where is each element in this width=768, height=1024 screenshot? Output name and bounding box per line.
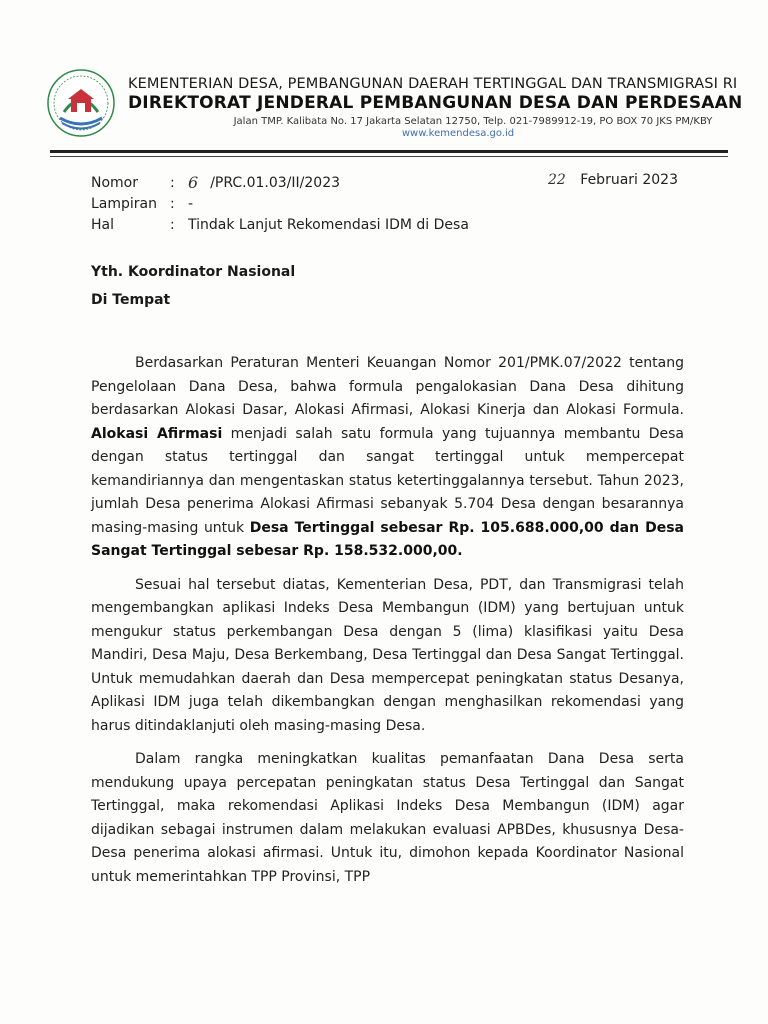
letterhead [0,0,768,160]
lampiran-value: - [188,195,194,212]
meta-row-nomor [91,172,469,193]
meta-row-hal [91,214,469,235]
p1-text-a: Berdasarkan Peraturan Menteri Keuangan Nomor 201/PMK.07/2022 tentang Pengelolaan Dana Desa, bahwa formula pengalokasian Dana Desa dihitung berdasarkan Alokasi Dasar, Alokasi Afirmasi, Alokasi Kinerja dan Alokasi Formula. [91,355,684,418]
letterhead-rule-thick [50,150,728,153]
addressee-block [91,258,295,314]
p1-bold-amounts: Desa Tertinggal sebesar Rp. 105.688.000,00 dan Desa Sangat Tertinggal sebesar Rp. 158.532.000,00. [91,519,684,559]
body-paragraph-3: Dalam rangka meningkatkan kualitas pemanfaatan Dana Desa serta mendukung upaya percepatan peningkatan status Desa Tertinggal dan Sangat Tertinggal, maka rekomendasi Aplikasi Indeks Desa Membangun (IDM) agar dijadikan sebagai instrumen dalam melakukan evaluasi APBDes, khususnya Desa-Desa penerima alokasi afirmasi. Untuk itu, dimohon kepada Koordinator Nasional untuk memerintahkan TPP Provinsi, TPP [91,751,684,885]
meta-colon: : [170,195,175,212]
body-paragraph-2: Sesuai hal tersebut diatas, Kementerian Desa, PDT, dan Transmigrasi telah mengembangkan aplikasi Indeks Desa Membangun (IDM) yang bertujuan untuk mengukur status perkembangan Desa dengan 5 (lima) klasifikasi yaitu Desa Mandiri, Desa Maju, Desa Berkembang, Desa Tertinggal dan Desa Sangat Tertinggal. Untuk memudahkan daerah dan Desa mempercepat peningkatan status Desanya, Aplikasi IDM juga telah dikembangkan dengan menghasilkan rekomendasi yang harus ditindaklanjuti oleh masing-masing Desa. [91,576,684,734]
meta-colon: : [170,174,175,191]
nomor-handwritten: 6 [188,173,199,192]
office-address: Jalan TMP. Kalibata No. 17 Jakarta Selatan 12750, Telp. 021-7989912-19, PO BOX 70 JKS PM/KBY [233,116,713,127]
lampiran-label: Lampiran [91,195,158,212]
body-paragraph-1 [91,352,684,564]
meta-colon: : [170,216,175,233]
addressee-recipient: Yth. Koordinator Nasional [91,264,296,280]
organization-block [128,76,743,139]
date-day-handwritten: 22 [548,172,566,188]
meta-row-lampiran [91,193,469,214]
website-link[interactable]: www.kemendesa.go.id [401,128,515,139]
hal-label: Hal [91,216,114,233]
ministry-name: KEMENTERIAN DESA, PEMBANGUNAN DAERAH TERTINGGAL DAN TRANSMIGRASI RI [128,76,738,92]
hal-value: Tindak Lanjut Rekomendasi IDM di Desa [188,216,469,233]
letter-meta [91,172,469,235]
letter-body [91,352,684,899]
date-month-year: Februari 2023 [580,172,679,188]
p1-bold-afirmasi: Alokasi Afirmasi [91,425,223,442]
letterhead-rule-thin [50,156,728,157]
nomor-label: Nomor [91,174,138,191]
letter-date [548,172,678,188]
ministry-emblem-icon [46,68,116,138]
addressee-location: Di Tempat [91,292,171,308]
p1-text-c: menjadi salah satu formula yang tujuannya membantu Desa dengan status tertinggal dan sangat tertinggal untuk mempercepat kemandiriannya dan mengentaskan status ketertinggalannya tersebut. Tahun 2023, jumlah Desa penerima Alokasi Afirmasi sebanyak 5.704 Desa dengan besarannya masing-masing untuk [91,425,684,536]
nomor-value: /PRC.01.03/II/2023 [210,174,341,191]
directorate-name: DIREKTORAT JENDERAL PEMBANGUNAN DESA DAN PERDESAAN [128,93,743,113]
